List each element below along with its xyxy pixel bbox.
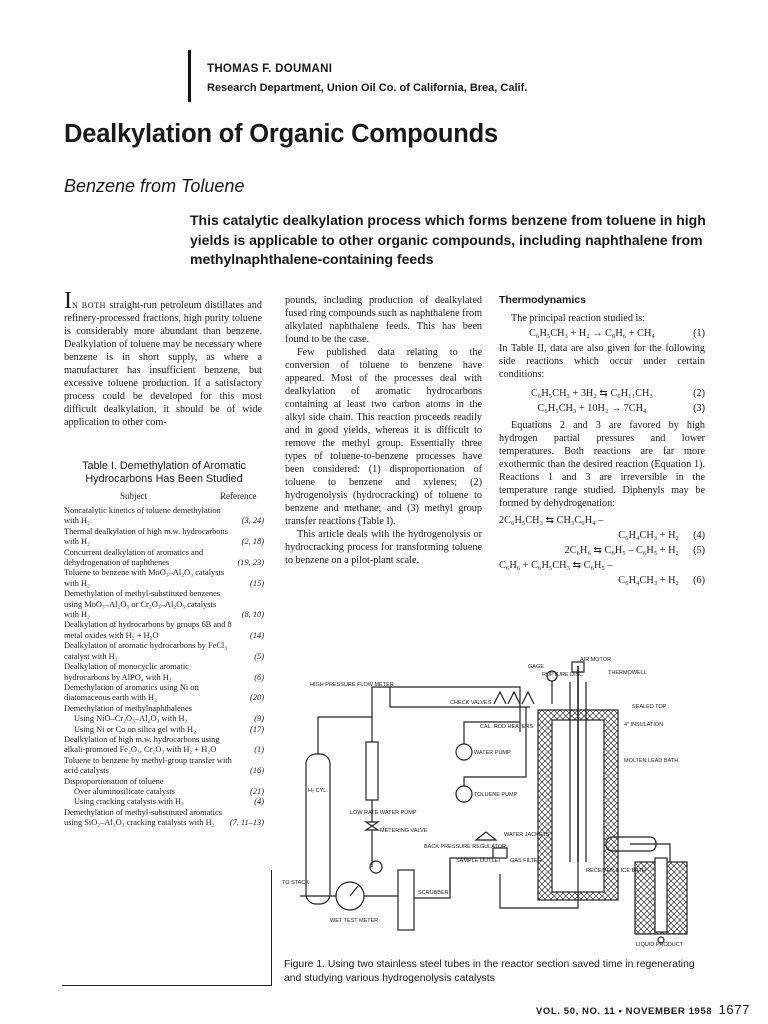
table-row bbox=[64, 589, 264, 620]
col2-paragraph-3: This article deals with the hydrogenolysis or hydrocracking process for transforming toluene to benzene on a pilot-plant scale. bbox=[285, 529, 482, 566]
article-subtitle: Benzene from Toluene bbox=[64, 176, 245, 196]
table-1-bottom-rule bbox=[62, 985, 272, 986]
check-valve-2 bbox=[508, 692, 520, 704]
toluene-pump-symbol bbox=[456, 786, 472, 802]
table-1-col-subject: Subject bbox=[120, 491, 147, 501]
feed-line bbox=[318, 717, 372, 742]
body-column-1 bbox=[64, 288, 263, 429]
table-cell-subject: Disproportionation of toluene bbox=[64, 776, 164, 786]
col3-paragraph-3: Equations 2 and 3 are favored by high hydrogen partial pressures and lower temperatures. Both reactions are far more exothermic than the desired reaction (Equation 1). Reactions 1 and 3 are irreversible in the temperature range studied. Diphenyls may be formed by dehydrogenation: bbox=[499, 420, 705, 509]
table-cell-subject: Using cracking catalysts with H₂ bbox=[74, 797, 184, 807]
section-heading-thermodynamics: Thermodynamics bbox=[499, 294, 586, 306]
table-cell-subject: Toluene to benzene with MoO₃–Al₂O₃ catalysts with H₂ bbox=[64, 568, 225, 588]
table-row bbox=[64, 777, 264, 787]
equation-5: 2C₆H₆ ⇆ C₆H₅ – C₆H₅ + H₂ (5) bbox=[564, 545, 705, 556]
label-flow-meter: HIGH PRESSURE FLOW METER bbox=[310, 682, 394, 688]
label-low-rate-water-pump: LOW RATE WATER PUMP bbox=[350, 810, 417, 816]
label-cal-rod-heaters: CAL. ROD HEATERS bbox=[480, 724, 534, 730]
table-cell-reference: (3, 24) bbox=[241, 516, 264, 526]
equation-1: C₆H₅CH₃ + H₂ → C₆H₆ + CH₄ (1) bbox=[529, 328, 705, 339]
article-abstract: This catalytic dealkylation process which forms benzene from toluene in high yields is applicable to other organic compounds, including naphthalene from methylnaphthalene-containing feeds bbox=[190, 212, 706, 267]
table-row bbox=[64, 620, 264, 641]
table-row bbox=[64, 787, 264, 797]
table-cell-reference: (2, 18) bbox=[241, 537, 264, 547]
table-row bbox=[64, 808, 264, 829]
intro-smallcaps: N BOTH bbox=[72, 301, 106, 310]
label-liquid-product: LIQUID PRODUCT bbox=[636, 942, 684, 948]
figure-1-caption: Figure 1. Using two stainless steel tubes in the reactor section saved time in regenerating and studying various hydrogenolysis catalysts bbox=[284, 959, 695, 984]
equation-3: C₆H₅CH₃ + 10H₂ → 7CH₄ (3) bbox=[537, 403, 705, 414]
table-row bbox=[64, 527, 264, 548]
body-column-3 bbox=[499, 294, 705, 589]
table-cell-subject: Concurrent dealkylation of aromatics and dehydrogenation of naphthenes bbox=[64, 547, 204, 568]
table-cell-subject: Dealkylation of hydrocarbons by groups 6B and 8 metal oxides with H₂ + H₂O bbox=[64, 620, 232, 640]
label-insulation: 4" INSULATION bbox=[624, 722, 664, 728]
table-cell-reference: (19, 23) bbox=[237, 558, 264, 568]
label-back-pressure-regulator: BACK PRESSURE REGULATOR bbox=[424, 844, 507, 850]
col2-paragraph-1: pounds, including production of dealkylated fused ring compounds such as naphthalene from alkylated naphthalene feeds. This has been found to be the case. bbox=[285, 295, 482, 345]
table-cell-reference: (8, 10) bbox=[241, 610, 264, 620]
page-number: 1677 bbox=[718, 1002, 750, 1017]
table-cell-subject: Using NiO–Cr₂O₃–Al₂O₃ with H₂ bbox=[74, 714, 188, 724]
table-row bbox=[64, 735, 264, 756]
table-cell-subject: Demethylation of methyl-substituted benzenes using MoO₃–Al₂O₃ or Cr₂O₃–Al₂O₃ catalysts with H₂ bbox=[64, 589, 221, 620]
table-1-body bbox=[64, 506, 264, 829]
col2-paragraph-2: Few published data relating to the conversion of toluene to benzene have appeared. Most of the processes deal with dealkylation of aromatic hydrocarbons containing at least two carbon atoms in the alkyl side chain. This reaction proceeds readily and in good yields, whereas it is difficult to remove the methyl group. Essentially three types of toluene-to-benzene processes have been considered: (1) disproportionation of toluene to benzene and xylenes; (2) hydrogenolysis (hydrocracking) of toluene to benzene and methane; and (3) methyl group transfer reactions (Table I). bbox=[285, 347, 482, 527]
label-check-valves: CHECK VALVES bbox=[450, 700, 492, 706]
label-h2-cyl: H₂ CYL. bbox=[308, 788, 328, 794]
footer-issue: VOL. 50, NO. 11 • NOVEMBER 1958 bbox=[536, 1006, 713, 1017]
label-thermowell: THERMOWELL bbox=[608, 670, 647, 676]
intro-paragraph bbox=[64, 288, 263, 429]
col3-paragraph-2: In Table II, data are also given for the following side reactions which occur under certain conditions: bbox=[499, 343, 705, 380]
intro-text: straight-run petroleum distillates and refinery-processed fractions, high purity toluene is considerably more abundant than benzene. Dealkylation of toluene may be necessary where benzene is in short supply, as where a manufacturer has insufficient benzene, but excessive toluene production. If a satisfactory process could be developed for this most difficult dealkylation, it should be of wide application to other com- bbox=[64, 300, 263, 428]
figure-1-diagram bbox=[282, 657, 700, 952]
table-cell-subject: Noncatalytic kinetics of toluene demethylation with H₂ bbox=[64, 506, 221, 526]
table-cell-reference: (5) bbox=[254, 651, 264, 661]
table-cell-subject: Dealkylation of aromatic hydrocarbons by FeCl₃ catalyst with H₂ bbox=[64, 641, 228, 661]
equation-2: C₆H₅CH₃ + 3H₂ ⇆ C₆H₁₁CH₃ (2) bbox=[531, 388, 705, 399]
check-valve-1 bbox=[494, 692, 506, 704]
table-cell-subject: Dealkylation of high m.w. hydrocarbons using alkali-promoted Fe₂O₃, Cr₂O₃ with H₂ + H₂O bbox=[64, 734, 220, 755]
table-cell-subject: Demethylation of aromatics using Ni on diatomaceous earth with H₂ bbox=[64, 682, 199, 703]
col3-paragraph-1: The principal reaction studied is: bbox=[511, 313, 646, 324]
drop-cap: I bbox=[64, 288, 72, 314]
author-name: THOMAS F. DOUMANI bbox=[207, 63, 333, 75]
equation-4b: C₆H₄CH₃ + H₂ (4) bbox=[618, 530, 705, 541]
table-cell-reference: (7, 11–13) bbox=[229, 818, 264, 828]
label-toluene-pump: TOLUENE PUMP bbox=[474, 792, 518, 798]
receiver bbox=[655, 858, 667, 932]
table-1-side-rule bbox=[271, 870, 272, 986]
table-row bbox=[64, 683, 264, 704]
table-cell-reference: (16) bbox=[250, 766, 264, 776]
table-cell-reference: (14) bbox=[250, 630, 264, 640]
label-sealed-top: SEALED TOP bbox=[632, 704, 667, 710]
table-cell-reference: (17) bbox=[250, 724, 264, 734]
table-row bbox=[64, 548, 264, 569]
label-metering-valve: METERING VALVE bbox=[380, 828, 428, 834]
equation-4a: 2C₆H₅CH₃ ⇆ CH₃C₆H₄ – bbox=[499, 515, 604, 526]
table-cell-reference: (4) bbox=[254, 797, 264, 807]
label-sample-outlet: SAMPLE OUTLET bbox=[456, 858, 502, 864]
article-title: Dealkylation of Organic Compounds bbox=[64, 120, 499, 148]
table-row bbox=[64, 725, 264, 735]
table-cell-subject: Demethylation of methyl-substituted aromatics using SiO₂–Al₂O₃ cracking catalysts with H₂ bbox=[64, 807, 222, 828]
table-row bbox=[64, 506, 264, 527]
table-row bbox=[64, 714, 264, 724]
table-row bbox=[64, 641, 264, 662]
table-cell-subject: Demethylation of methylnaphthalenes bbox=[64, 703, 192, 713]
table-cell-reference: (15) bbox=[250, 578, 264, 588]
table-1-title: Table I. Demethylation of Aromatic Hydrocarbons Has Been Studied bbox=[82, 460, 246, 485]
label-molten-lead-bath: MOLTEN LEAD BATH bbox=[624, 758, 679, 764]
table-cell-reference: (21) bbox=[250, 786, 264, 796]
label-receiver: RECEIVER & ICE BATH bbox=[586, 868, 646, 874]
author-rule bbox=[188, 50, 191, 102]
check-valve-3 bbox=[522, 692, 534, 704]
table-cell-subject: Dealkylation of monocyclic aromatic hydrocarbons by AlPO₄ with H₂ bbox=[64, 662, 189, 682]
water-pump-symbol bbox=[456, 744, 472, 760]
h2-cylinder bbox=[306, 754, 330, 904]
page-footer bbox=[536, 1002, 750, 1017]
table-row bbox=[64, 568, 264, 589]
table-1-col-reference: Reference bbox=[220, 491, 257, 501]
label-air-motor: AIR MOTOR bbox=[580, 657, 612, 663]
author-affiliation: Research Department, Union Oil Co. of California, Brea, Calif. bbox=[207, 82, 528, 94]
table-cell-subject: Using Ni or Co on silica gel with H₂ bbox=[74, 724, 197, 734]
label-rupture-disc: RUPTURE DISC bbox=[542, 672, 584, 678]
table-cell-subject: Over aluminosilicate catalysts bbox=[74, 786, 175, 796]
table-cell-subject: Thermal dealkylation of high m.w. hydrocarbons with H₂ bbox=[64, 526, 228, 547]
label-water-pump: WATER PUMP bbox=[474, 750, 511, 756]
table-cell-reference: (9) bbox=[254, 714, 264, 724]
table-row bbox=[64, 797, 264, 807]
label-wet-test-meter: WET TEST METER bbox=[330, 918, 379, 924]
label-gage: GAGE bbox=[528, 664, 544, 670]
table-row bbox=[64, 662, 264, 683]
table-cell-subject: Toluene to benzene by methyl-group transfer with acid catalysts bbox=[64, 755, 232, 776]
label-gas-filter: GAS FILTER bbox=[510, 858, 542, 864]
equation-6a: C₆H₆ + C₆H₅CH₃ ⇆ C₆H₅ – bbox=[499, 560, 613, 571]
back-pressure-regulator bbox=[476, 832, 496, 840]
label-scrubber: SCRUBBER bbox=[418, 890, 449, 896]
table-row bbox=[64, 756, 264, 777]
flow-meter-tube bbox=[366, 742, 378, 800]
table-cell-reference: (1) bbox=[254, 745, 264, 755]
body-column-2 bbox=[285, 294, 482, 567]
table-row bbox=[64, 704, 264, 714]
label-water-jackets: WATER JACKETS bbox=[504, 832, 550, 838]
metering-valve-symbol bbox=[366, 822, 378, 830]
label-to-stack: TO STACK bbox=[282, 880, 309, 886]
table-cell-reference: (20) bbox=[250, 693, 264, 703]
scrubber bbox=[398, 870, 414, 930]
table-cell-reference: (6) bbox=[254, 672, 264, 682]
equation-6b: C₆H₄CH₃ + H₂ (6) bbox=[618, 575, 705, 586]
